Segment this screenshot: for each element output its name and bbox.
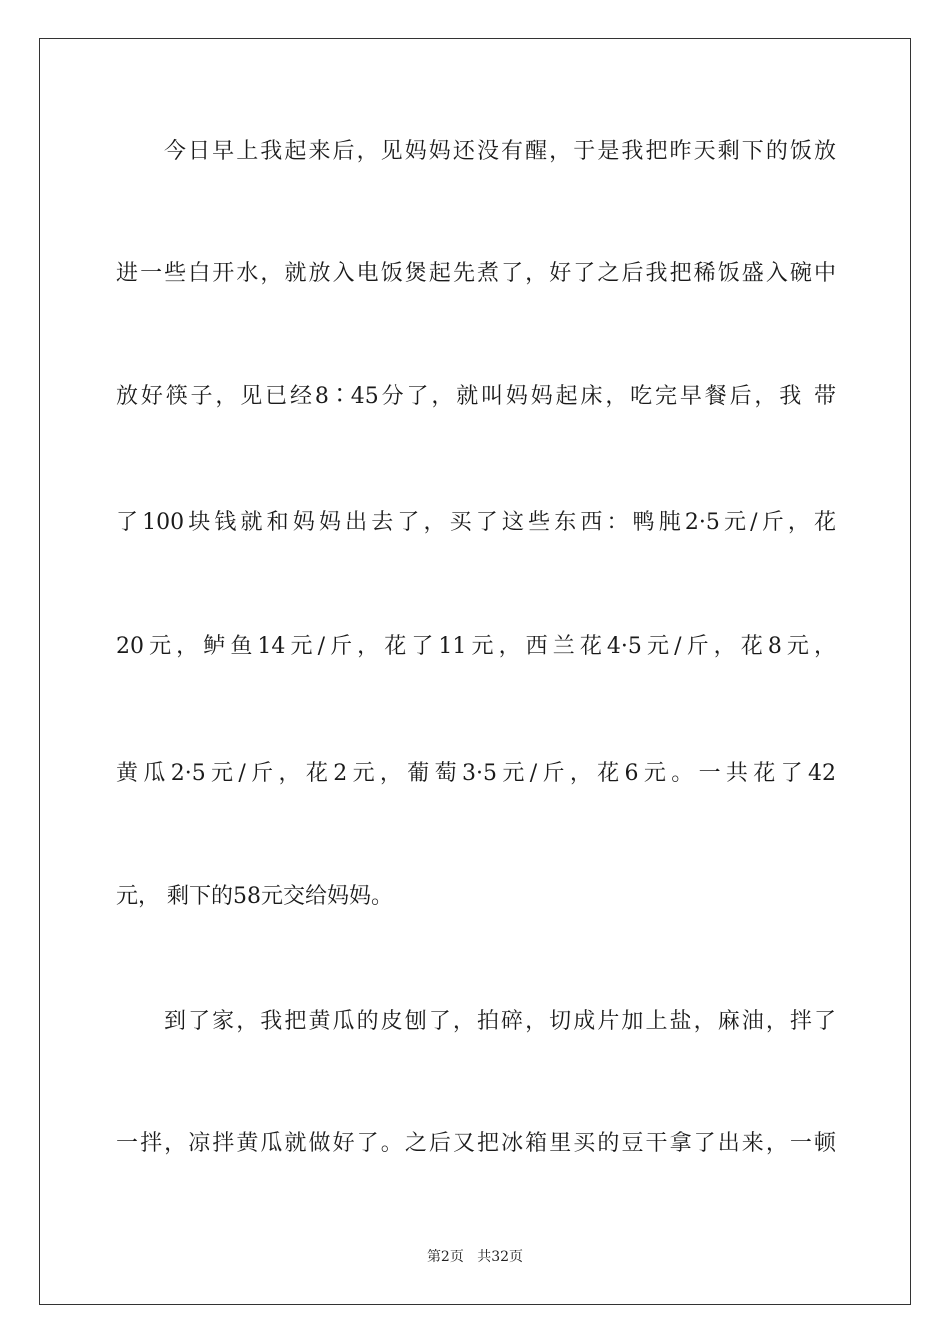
page-footer xyxy=(0,1248,950,1266)
text-line: 了100块钱就和妈妈出去了，买了这些东西：鸭肫2·5元/斤，花 xyxy=(116,510,836,535)
text-line: 到了家，我把黄瓜的皮刨了，拍碎，切成片加上盐，麻油，拌了 xyxy=(164,1009,836,1034)
text-line: 一拌，凉拌黄瓜就做好了。之后又把冰箱里买的豆干拿了出来，一顿 xyxy=(116,1131,836,1156)
total-pages: 共32页 xyxy=(477,1249,524,1265)
text-line: 黄瓜2·5元/斤，花2元，葡萄3·5元/斤，花6元。一共花了42 xyxy=(116,761,836,786)
text-line: 进一些白开水，就放入电饭煲起先煮了，好了之后我把稀饭盛入碗中 xyxy=(116,261,836,286)
page-number: 第2页 xyxy=(426,1249,464,1265)
text-line: 元， 剩下的58元交给妈妈。 xyxy=(116,884,393,909)
text-line: 放好筷子，见已经8∶45分了，就叫妈妈起床，吃完早餐后，我 带 xyxy=(116,384,836,409)
text-line: 20元，鲈鱼14元/斤，花了11元，西兰花4·5元/斤，花8元， xyxy=(116,634,836,659)
text-line: 今日早上我起来后，见妈妈还没有醒，于是我把昨天剩下的饭放 xyxy=(164,139,836,164)
page-border xyxy=(39,38,911,1305)
